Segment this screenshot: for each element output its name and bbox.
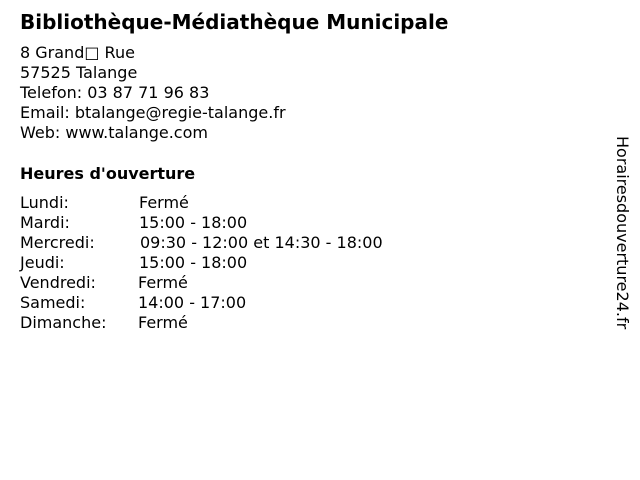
page-title: Bibliothèque-Médiathèque Municipale xyxy=(20,10,449,34)
day-label: Mercredi: xyxy=(20,233,95,252)
hours-value: 09:30 - 12:00 et 14:30 - 18:00 xyxy=(140,233,383,252)
hours-value: Fermé xyxy=(138,273,188,292)
hours-value: Fermé xyxy=(138,313,188,332)
day-label: Lundi: xyxy=(20,193,69,212)
hours-value: 14:00 - 17:00 xyxy=(138,293,247,312)
postal-city: 57525 Talange xyxy=(20,63,138,82)
website: Web: www.talange.com xyxy=(20,123,208,142)
hours-heading: Heures d'ouverture xyxy=(20,164,196,183)
site-watermark: Horairesdouverture24.fr xyxy=(613,136,632,330)
day-label: Jeudi: xyxy=(20,253,65,272)
address-block xyxy=(20,43,286,143)
email-address: Email: btalange@regie-talange.fr xyxy=(20,103,286,122)
hours-value: 15:00 - 18:00 xyxy=(139,213,248,232)
day-label: Mardi: xyxy=(20,213,70,232)
hours-value: Fermé xyxy=(139,193,189,212)
day-label: Samedi: xyxy=(20,293,86,312)
phone-number: Telefon: 03 87 71 96 83 xyxy=(20,83,210,102)
street-address: 8 Grand□ Rue xyxy=(20,43,135,62)
day-label: Dimanche: xyxy=(20,313,107,332)
hours-value: 15:00 - 18:00 xyxy=(139,253,248,272)
day-label: Vendredi: xyxy=(20,273,96,292)
